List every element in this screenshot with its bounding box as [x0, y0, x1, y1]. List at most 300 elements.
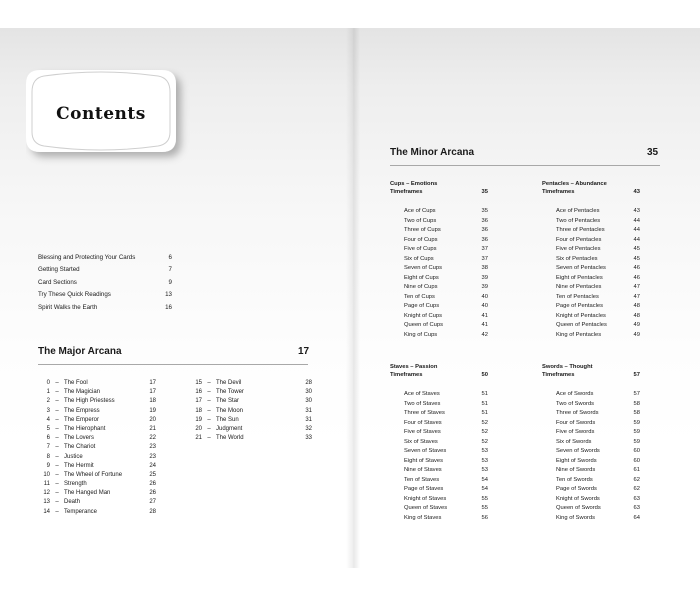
- card-page: 44: [633, 236, 640, 243]
- card-name: Five of Cups: [404, 246, 437, 252]
- card-name: Queen of Cups: [404, 322, 443, 328]
- card-page: 24: [149, 462, 156, 469]
- card-name: Five of Swords: [556, 429, 595, 435]
- card-name: Queen of Swords: [556, 505, 601, 511]
- card-page: 35: [481, 208, 488, 214]
- major-card-entry[interactable]: 2 – The High Priestess 18: [38, 397, 156, 406]
- card-page: 59: [633, 438, 640, 445]
- minor-card-entry[interactable]: [556, 504, 640, 514]
- minor-card-entry[interactable]: [556, 274, 640, 284]
- card-name: Nine of Staves: [404, 467, 442, 473]
- minor-card-entry[interactable]: [404, 217, 488, 227]
- major-card-entry[interactable]: 20 – Judgment 32: [190, 425, 312, 434]
- minor-card-entry[interactable]: [556, 226, 640, 236]
- card-name: Five of Staves: [404, 429, 441, 435]
- minor-card-entry[interactable]: [556, 514, 640, 524]
- card-page: 22: [149, 435, 156, 442]
- card-page: 58: [633, 400, 640, 407]
- suit-staves: [390, 363, 488, 523]
- suit-page: 43: [633, 189, 640, 195]
- suit-title: Swords – Thought: [542, 364, 593, 370]
- card-name: Seven of Cups: [404, 265, 443, 271]
- card-page: 53: [481, 467, 488, 473]
- minor-card-entry[interactable]: [404, 514, 488, 524]
- entry-page: 16: [165, 303, 172, 311]
- card-page: 39: [481, 284, 488, 290]
- card-page: 46: [633, 274, 640, 281]
- card-name: Ten of Pentacles: [556, 293, 599, 300]
- minor-card-entry[interactable]: [404, 226, 488, 236]
- minor-card-entry[interactable]: [556, 245, 640, 255]
- card-name: Page of Cups: [404, 303, 440, 309]
- card-page: 40: [481, 293, 488, 300]
- card-page: 49: [633, 331, 640, 338]
- minor-card-entry[interactable]: [404, 504, 488, 514]
- card-page: 41: [481, 322, 488, 328]
- card-page: 51: [481, 410, 488, 416]
- minor-card-entry[interactable]: [556, 321, 640, 331]
- card-name: King of Swords: [556, 514, 595, 521]
- card-name: Page of Swords: [556, 486, 597, 492]
- card-page: 31: [305, 416, 312, 423]
- minor-card-entry[interactable]: [404, 419, 488, 429]
- major-card-entry[interactable]: 11 – Strength 26: [38, 480, 156, 489]
- entry-page: 9: [168, 278, 172, 286]
- major-card-entry[interactable]: 4 – The Emperor 20: [38, 416, 156, 425]
- suit-card-list: [556, 390, 640, 523]
- card-number: 11: [43, 481, 50, 488]
- suit-page: 50: [481, 372, 488, 378]
- card-name: The Fool: [64, 380, 88, 386]
- card-name: The Hierophant: [64, 425, 106, 432]
- suit-heading[interactable]: [542, 180, 640, 196]
- card-page: 52: [481, 438, 488, 445]
- card-name: Death: [64, 499, 81, 506]
- minor-card-entry[interactable]: [556, 390, 640, 400]
- card-name: The Empress: [64, 407, 100, 414]
- card-page: 55: [481, 495, 488, 502]
- minor-card-entry[interactable]: [556, 264, 640, 274]
- card-name: Six of Pentacles: [556, 255, 598, 262]
- card-page: 36: [481, 236, 488, 243]
- major-card-entry[interactable]: 10 – The Wheel of Fortune 25: [38, 471, 156, 480]
- card-name: Seven of Pentacles: [556, 265, 606, 271]
- major-card-entry[interactable]: 6 – The Lovers 22: [38, 434, 156, 443]
- card-page: 26: [149, 481, 156, 488]
- card-page: 59: [633, 419, 640, 426]
- minor-card-entry[interactable]: [404, 476, 488, 486]
- card-page: 28: [305, 380, 312, 386]
- card-page: 48: [633, 312, 640, 319]
- minor-card-entry[interactable]: [556, 293, 640, 303]
- card-page: 25: [149, 471, 156, 478]
- minor-card-entry[interactable]: [404, 236, 488, 246]
- card-name: The Magician: [64, 389, 101, 396]
- card-page: 63: [633, 495, 640, 502]
- card-page: 62: [633, 476, 640, 483]
- card-page: 59: [633, 429, 640, 435]
- card-page: 58: [633, 410, 640, 416]
- toc-entry[interactable]: [38, 277, 172, 289]
- card-name: Ace of Pentacles: [556, 208, 600, 214]
- card-page: 27: [149, 499, 156, 506]
- card-page: 64: [633, 514, 640, 521]
- minor-card-entry[interactable]: [556, 447, 640, 457]
- card-page: 57: [633, 391, 640, 397]
- major-card-entry[interactable]: 9 – The Hermit 24: [38, 462, 156, 471]
- card-page: 63: [633, 505, 640, 511]
- card-name: Three of Staves: [404, 410, 445, 416]
- card-page: 52: [481, 419, 488, 426]
- card-number: 1: [46, 389, 50, 396]
- suit-card-list: [404, 390, 488, 523]
- card-page: 26: [149, 490, 156, 497]
- card-page: 51: [481, 400, 488, 407]
- major-card-entry[interactable]: 15 – The Devil 28: [190, 379, 312, 388]
- card-name: Ten of Staves: [404, 476, 440, 483]
- minor-card-entry[interactable]: [556, 419, 640, 429]
- minor-card-entry[interactable]: [404, 302, 488, 312]
- section-divider: [38, 364, 308, 365]
- toc-entry[interactable]: [38, 252, 172, 264]
- card-name: Eight of Swords: [556, 457, 597, 464]
- card-page: 41: [481, 312, 488, 319]
- suit-subtitle: Timeframes: [542, 372, 575, 378]
- suit-pentacles: [542, 180, 640, 340]
- card-number: 7: [46, 444, 50, 451]
- major-arcana-list-b: [190, 379, 312, 443]
- minor-card-entry[interactable]: [556, 428, 640, 438]
- contents-badge: [26, 62, 224, 170]
- section-divider: [390, 165, 660, 166]
- card-name: Page of Pentacles: [556, 303, 604, 309]
- major-card-entry[interactable]: 17 – The Star 30: [190, 397, 312, 406]
- card-page: 20: [149, 416, 156, 423]
- card-name: Five of Pentacles: [556, 246, 601, 252]
- card-name: The Star: [216, 398, 240, 405]
- card-page: 43: [633, 208, 640, 214]
- page-gutter: [346, 28, 360, 568]
- minor-card-entry[interactable]: [404, 207, 488, 217]
- card-page: 36: [481, 217, 488, 224]
- minor-card-entry[interactable]: [556, 495, 640, 505]
- card-name: Ace of Staves: [404, 391, 440, 397]
- card-page: 54: [481, 486, 488, 492]
- card-page: 47: [633, 293, 640, 300]
- minor-card-entry[interactable]: [556, 255, 640, 265]
- card-page: 32: [305, 425, 312, 432]
- minor-card-entry[interactable]: [404, 400, 488, 410]
- minor-card-entry[interactable]: [404, 274, 488, 284]
- minor-card-entry[interactable]: [404, 283, 488, 293]
- card-page: 37: [481, 246, 488, 252]
- card-page: 51: [481, 391, 488, 397]
- minor-card-entry[interactable]: [556, 236, 640, 246]
- card-name: Two of Staves: [404, 400, 441, 407]
- card-page: 48: [633, 303, 640, 309]
- card-name: Four of Swords: [556, 419, 596, 426]
- major-card-entry[interactable]: 7 – The Chariot 23: [38, 443, 156, 452]
- major-card-entry[interactable]: 5 – The Hierophant 21: [38, 425, 156, 434]
- entry-label: Blessing and Protecting Your Cards: [38, 254, 136, 261]
- entry-label: Getting Started: [38, 266, 80, 274]
- card-page: 28: [149, 508, 156, 515]
- major-card-entry[interactable]: 8 – Justice 23: [38, 453, 156, 462]
- minor-card-entry[interactable]: [556, 207, 640, 217]
- card-number: 19: [195, 416, 202, 423]
- card-page: 56: [481, 514, 488, 521]
- major-card-entry[interactable]: 21 – The World 33: [190, 434, 312, 443]
- entry-page: 13: [165, 291, 172, 299]
- minor-arcana-page: 35: [647, 147, 659, 158]
- card-name: King of Staves: [404, 514, 442, 521]
- major-card-entry[interactable]: 0 – The Fool 17: [38, 379, 156, 388]
- major-card-entry[interactable]: 14 – Temperance 28: [38, 508, 156, 517]
- major-card-entry[interactable]: 13 – Death 27: [38, 498, 156, 507]
- card-name: Eight of Cups: [404, 274, 439, 281]
- minor-card-entry[interactable]: [556, 409, 640, 419]
- card-name: The Sun: [216, 416, 239, 423]
- card-name: Seven of Staves: [404, 448, 447, 454]
- card-page: 61: [633, 467, 640, 473]
- toc-entry[interactable]: [38, 289, 172, 301]
- card-number: 20: [195, 425, 202, 432]
- card-name: Four of Cups: [404, 236, 438, 243]
- minor-card-entry[interactable]: [404, 390, 488, 400]
- major-arcana-page: 17: [298, 346, 310, 357]
- minor-card-entry[interactable]: [556, 485, 640, 495]
- major-card-entry[interactable]: 3 – The Empress 19: [38, 407, 156, 416]
- card-page: 38: [481, 265, 488, 271]
- page-title: Contents: [56, 104, 146, 124]
- card-page: 42: [481, 331, 488, 338]
- card-name: Strength: [64, 481, 87, 488]
- card-name: Judgment: [216, 425, 243, 432]
- card-page: 31: [305, 407, 312, 414]
- card-number: 17: [195, 398, 202, 405]
- card-number: 21: [195, 435, 202, 442]
- suit-title: Staves – Passion: [390, 364, 438, 370]
- minor-card-entry[interactable]: [404, 495, 488, 505]
- card-page: 52: [481, 429, 488, 435]
- card-name: Nine of Cups: [404, 284, 438, 290]
- minor-card-entry[interactable]: [404, 293, 488, 303]
- minor-card-entry[interactable]: [556, 457, 640, 467]
- suit-page: 57: [633, 372, 640, 378]
- minor-card-entry[interactable]: [556, 438, 640, 448]
- entry-label: Spirit Walks the Earth: [38, 303, 98, 311]
- major-card-entry[interactable]: 1 – The Magician 17: [38, 388, 156, 397]
- minor-arcana-heading: The Minor Arcana: [390, 147, 475, 158]
- suit-subtitle: Timeframes: [390, 372, 423, 378]
- card-page: 44: [633, 227, 640, 233]
- suit-cups: [390, 180, 488, 340]
- major-arcana-list-a: [38, 379, 156, 517]
- card-name: Four of Pentacles: [556, 236, 602, 243]
- card-page: 30: [305, 398, 312, 405]
- card-name: The Moon: [216, 407, 244, 414]
- suit-swords: [542, 363, 640, 523]
- card-name: Ten of Swords: [556, 476, 593, 483]
- card-page: 17: [149, 389, 156, 396]
- card-number: 18: [195, 407, 202, 414]
- card-name: Knight of Pentacles: [556, 312, 606, 319]
- toc-entry[interactable]: [38, 264, 172, 276]
- minor-card-entry[interactable]: [404, 312, 488, 322]
- minor-card-entry[interactable]: [404, 438, 488, 448]
- card-name: Ace of Swords: [556, 391, 594, 397]
- card-name: The Lovers: [64, 435, 95, 442]
- card-number: 15: [195, 380, 202, 386]
- card-number: 10: [43, 471, 50, 478]
- card-page: 30: [305, 389, 312, 396]
- minor-card-entry[interactable]: [404, 409, 488, 419]
- minor-card-entry[interactable]: [404, 321, 488, 331]
- minor-card-entry[interactable]: [404, 466, 488, 476]
- minor-card-entry[interactable]: [556, 331, 640, 341]
- minor-card-entry[interactable]: [404, 485, 488, 495]
- minor-card-entry[interactable]: [404, 428, 488, 438]
- minor-card-entry[interactable]: [556, 217, 640, 227]
- card-name: Two of Pentacles: [556, 217, 601, 224]
- card-number: 9: [46, 462, 50, 469]
- card-page: 17: [149, 380, 156, 386]
- card-page: 53: [481, 448, 488, 454]
- card-name: Knight of Cups: [404, 312, 443, 319]
- card-page: 60: [633, 448, 640, 454]
- card-name: Ace of Cups: [404, 208, 436, 214]
- card-page: 45: [633, 255, 640, 262]
- minor-card-entry[interactable]: [404, 264, 488, 274]
- card-name: Three of Pentacles: [556, 227, 605, 233]
- intro-entries: [38, 252, 172, 314]
- suit-card-list: [556, 207, 640, 340]
- minor-card-entry[interactable]: [556, 476, 640, 486]
- card-name: The World: [216, 435, 244, 442]
- minor-card-entry[interactable]: [556, 302, 640, 312]
- card-page: 54: [481, 476, 488, 483]
- card-page: 60: [633, 457, 640, 464]
- entry-page: 7: [168, 266, 172, 274]
- entry-label: Try These Quick Readings: [38, 291, 111, 299]
- suit-heading[interactable]: [542, 363, 640, 379]
- card-page: 21: [149, 425, 156, 432]
- card-name: Nine of Pentacles: [556, 284, 602, 290]
- card-page: 23: [149, 444, 156, 451]
- card-name: Eight of Pentacles: [556, 274, 603, 281]
- card-name: King of Cups: [404, 331, 438, 338]
- minor-card-entry[interactable]: [404, 331, 488, 341]
- card-page: 49: [633, 322, 640, 328]
- card-number: 8: [46, 453, 50, 460]
- suit-title: Cups – Emotions: [390, 181, 438, 187]
- card-name: The High Priestess: [64, 398, 115, 405]
- card-name: Knight of Swords: [556, 495, 600, 502]
- minor-card-entry[interactable]: [556, 400, 640, 410]
- card-number: 0: [46, 380, 50, 386]
- card-name: Three of Cups: [404, 227, 441, 233]
- minor-card-entry[interactable]: [556, 312, 640, 322]
- card-name: Four of Staves: [404, 419, 442, 426]
- minor-card-entry[interactable]: [556, 283, 640, 293]
- minor-card-entry[interactable]: [404, 255, 488, 265]
- card-name: The Hermit: [64, 462, 94, 469]
- card-name: Page of Staves: [404, 486, 444, 492]
- card-page: 55: [481, 505, 488, 511]
- card-page: 40: [481, 303, 488, 309]
- card-number: 14: [43, 508, 50, 515]
- card-page: 45: [633, 246, 640, 252]
- card-name: The Hanged Man: [64, 490, 111, 497]
- card-name: Justice: [64, 453, 83, 460]
- card-page: 47: [633, 284, 640, 290]
- suit-heading[interactable]: [390, 363, 488, 379]
- card-name: King of Pentacles: [556, 331, 602, 338]
- card-name: The Wheel of Fortune: [64, 471, 123, 478]
- card-name: Two of Swords: [556, 400, 595, 407]
- major-card-entry[interactable]: 12 – The Hanged Man 26: [38, 489, 156, 498]
- suit-title: Pentacles – Abundance: [542, 181, 607, 187]
- card-name: Six of Swords: [556, 438, 592, 445]
- major-card-entry[interactable]: 19 – The Sun 31: [190, 416, 312, 425]
- card-name: The Chariot: [64, 444, 96, 451]
- card-number: 13: [43, 499, 50, 506]
- suit-subtitle: Timeframes: [542, 189, 575, 195]
- card-number: 6: [46, 435, 50, 442]
- card-number: 4: [46, 416, 50, 423]
- card-name: The Tower: [216, 389, 244, 396]
- card-number: 5: [46, 425, 50, 432]
- card-number: 16: [195, 389, 202, 396]
- card-page: 33: [305, 435, 312, 442]
- minor-card-entry[interactable]: [404, 447, 488, 457]
- card-name: Three of Swords: [556, 410, 599, 416]
- card-name: The Devil: [216, 380, 242, 386]
- card-name: Eight of Staves: [404, 457, 443, 464]
- card-page: 19: [149, 407, 156, 414]
- card-name: Ten of Cups: [404, 293, 435, 300]
- suit-card-list: [404, 207, 488, 340]
- card-number: 2: [46, 398, 50, 405]
- major-card-entry[interactable]: 18 – The Moon 31: [190, 407, 312, 416]
- suit-page: 35: [481, 189, 488, 195]
- suit-subtitle: Timeframes: [390, 189, 423, 195]
- minor-card-entry[interactable]: [556, 466, 640, 476]
- entry-page: 6: [168, 254, 172, 261]
- card-name: Two of Cups: [404, 217, 437, 224]
- toc-entry[interactable]: [38, 302, 172, 314]
- card-name: Temperance: [64, 508, 98, 515]
- card-page: 53: [481, 457, 488, 464]
- card-page: 44: [633, 217, 640, 224]
- card-name: Knight of Staves: [404, 495, 447, 502]
- card-number: 3: [46, 407, 50, 414]
- card-name: Six of Staves: [404, 438, 438, 445]
- card-number: 12: [43, 490, 50, 497]
- minor-card-entry[interactable]: [404, 245, 488, 255]
- entry-label: Card Sections: [38, 278, 77, 286]
- minor-card-entry[interactable]: [404, 457, 488, 467]
- card-page: 62: [633, 486, 640, 492]
- major-card-entry[interactable]: 16 – The Tower 30: [190, 388, 312, 397]
- major-arcana-heading: The Major Arcana: [38, 346, 122, 357]
- card-page: 39: [481, 274, 488, 281]
- card-name: The Emperor: [64, 416, 100, 423]
- card-page: 37: [481, 255, 488, 262]
- suit-heading[interactable]: [390, 180, 488, 196]
- card-page: 23: [149, 453, 156, 460]
- card-page: 46: [633, 265, 640, 271]
